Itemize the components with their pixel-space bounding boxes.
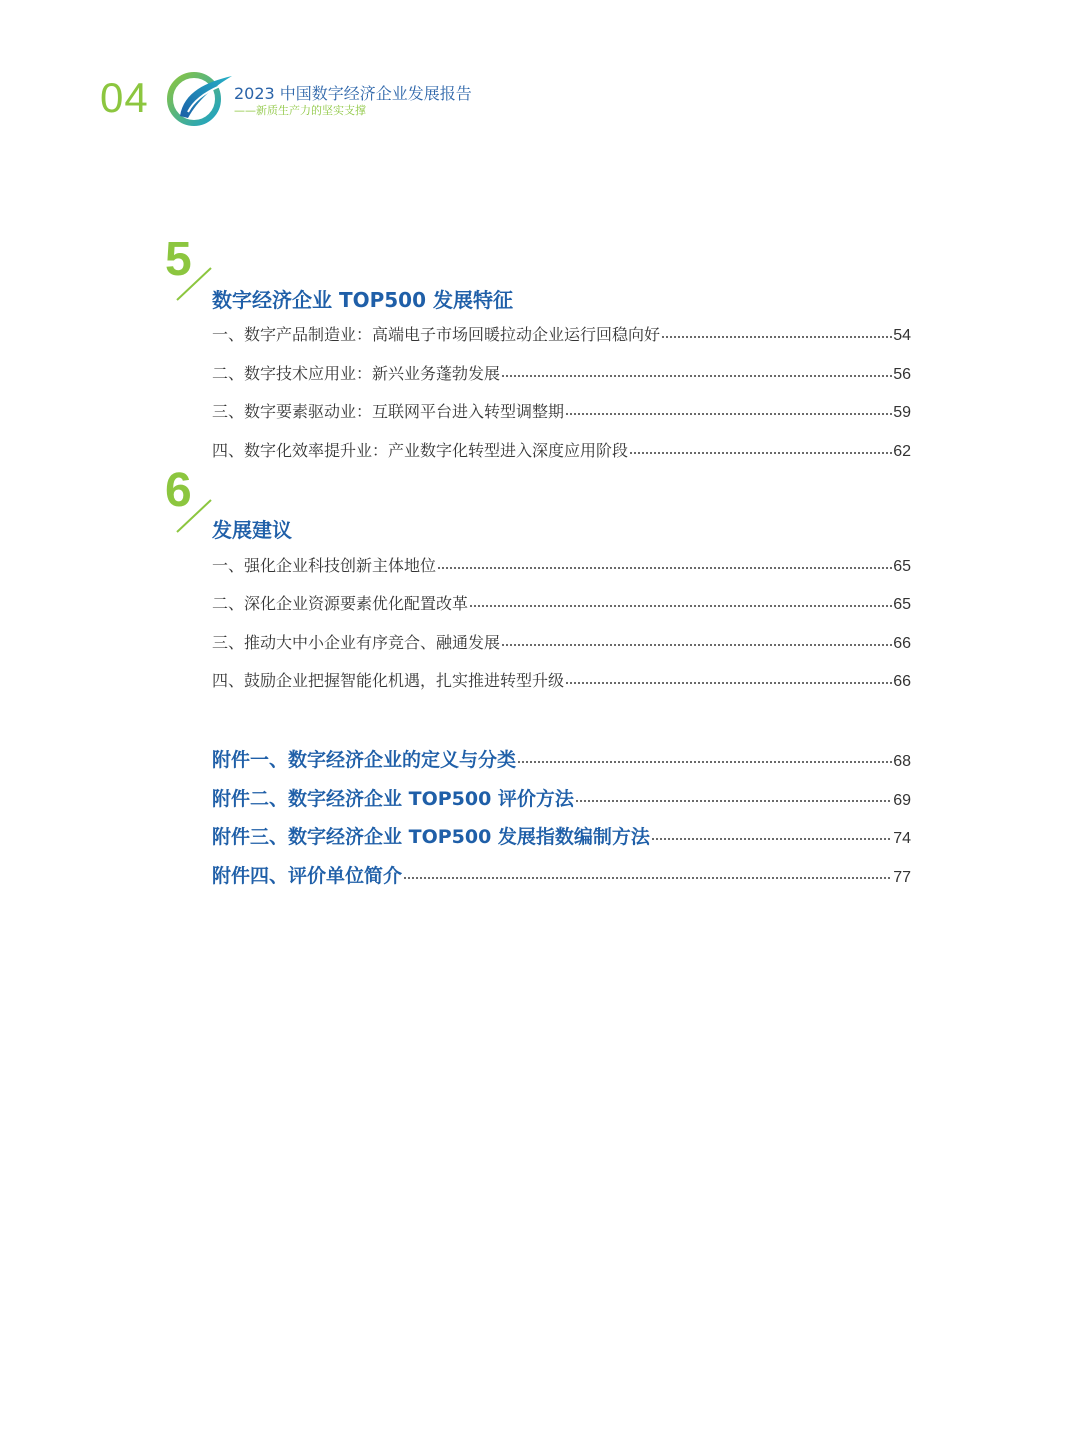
toc-entry-page: 66 bbox=[893, 673, 911, 690]
toc-entry-page: 66 bbox=[893, 635, 911, 652]
toc-entry-page: 65 bbox=[893, 596, 911, 613]
dot-leader bbox=[565, 682, 892, 684]
dot-leader bbox=[575, 800, 892, 802]
appendix-entry[interactable] bbox=[212, 784, 911, 811]
dot-leader bbox=[403, 877, 892, 879]
toc-entry[interactable] bbox=[212, 553, 911, 576]
toc-entry[interactable] bbox=[212, 668, 911, 691]
slash-divider-icon bbox=[175, 266, 215, 302]
toc-entry-label: 一、强化企业科技创新主体地位 bbox=[212, 556, 437, 575]
toc-entry-page: 54 bbox=[893, 327, 911, 344]
section-number: 5 bbox=[165, 233, 192, 286]
toc-entry-label: 二、数字技术应用业：新兴业务蓬勃发展 bbox=[212, 364, 501, 383]
dot-leader bbox=[469, 605, 892, 607]
dot-leader bbox=[565, 413, 892, 415]
toc-entry[interactable] bbox=[212, 438, 911, 461]
appendix-page: 77 bbox=[893, 869, 911, 886]
appendix-label: 附件四、评价单位简介 bbox=[212, 865, 403, 887]
appendix-entry[interactable] bbox=[212, 745, 911, 772]
toc-entry[interactable] bbox=[212, 361, 911, 384]
section-title: 发展建议 bbox=[212, 518, 292, 542]
slash-divider-icon bbox=[175, 498, 215, 534]
dot-leader bbox=[629, 452, 892, 454]
report-logo-leaf-icon bbox=[166, 70, 236, 126]
toc-entry-page: 65 bbox=[893, 558, 911, 575]
toc-entry[interactable] bbox=[212, 591, 911, 614]
toc-entry[interactable] bbox=[212, 630, 911, 653]
dot-leader bbox=[661, 336, 892, 338]
appendix-page: 74 bbox=[893, 830, 911, 847]
report-subtitle: ——新质生产力的坚实支撑 bbox=[234, 104, 366, 117]
dot-leader bbox=[501, 644, 892, 646]
toc-entry-label: 四、鼓励企业把握智能化机遇，扎实推进转型升级 bbox=[212, 671, 565, 690]
toc-entry-page: 62 bbox=[893, 443, 911, 460]
toc-entry[interactable] bbox=[212, 322, 911, 345]
appendix-page: 69 bbox=[893, 792, 911, 809]
appendix-label: 附件三、数字经济企业 TOP500 发展指数编制方法 bbox=[212, 826, 650, 848]
toc-entry-label: 三、推动大中小企业有序竞合、融通发展 bbox=[212, 633, 501, 652]
appendix-entry[interactable] bbox=[212, 861, 911, 888]
dot-leader bbox=[501, 375, 892, 377]
dot-leader bbox=[437, 567, 892, 569]
dot-leader bbox=[651, 838, 892, 840]
report-title: 2023 中国数字经济企业发展报告 bbox=[234, 84, 472, 103]
toc-entry-label: 四、数字化效率提升业：产业数字化转型进入深度应用阶段 bbox=[212, 441, 629, 460]
toc-entry[interactable] bbox=[212, 399, 911, 422]
toc-entry-page: 56 bbox=[893, 366, 911, 383]
section-title: 数字经济企业 TOP500 发展特征 bbox=[212, 288, 513, 312]
dot-leader bbox=[517, 761, 892, 763]
appendix-entry[interactable] bbox=[212, 822, 911, 849]
appendix-label: 附件二、数字经济企业 TOP500 评价方法 bbox=[212, 788, 574, 810]
appendix-label: 附件一、数字经济企业的定义与分类 bbox=[212, 749, 517, 771]
toc-entry-page: 59 bbox=[893, 404, 911, 421]
toc-entry-label: 二、深化企业资源要素优化配置改革 bbox=[212, 594, 469, 613]
toc-entry-label: 一、数字产品制造业：高端电子市场回暖拉动企业运行回稳向好 bbox=[212, 325, 661, 344]
appendix-page: 68 bbox=[893, 753, 911, 770]
toc-entry-label: 三、数字要素驱动业：互联网平台进入转型调整期 bbox=[212, 402, 565, 421]
section-number: 6 bbox=[165, 464, 192, 517]
page-number: 04 bbox=[100, 74, 149, 121]
